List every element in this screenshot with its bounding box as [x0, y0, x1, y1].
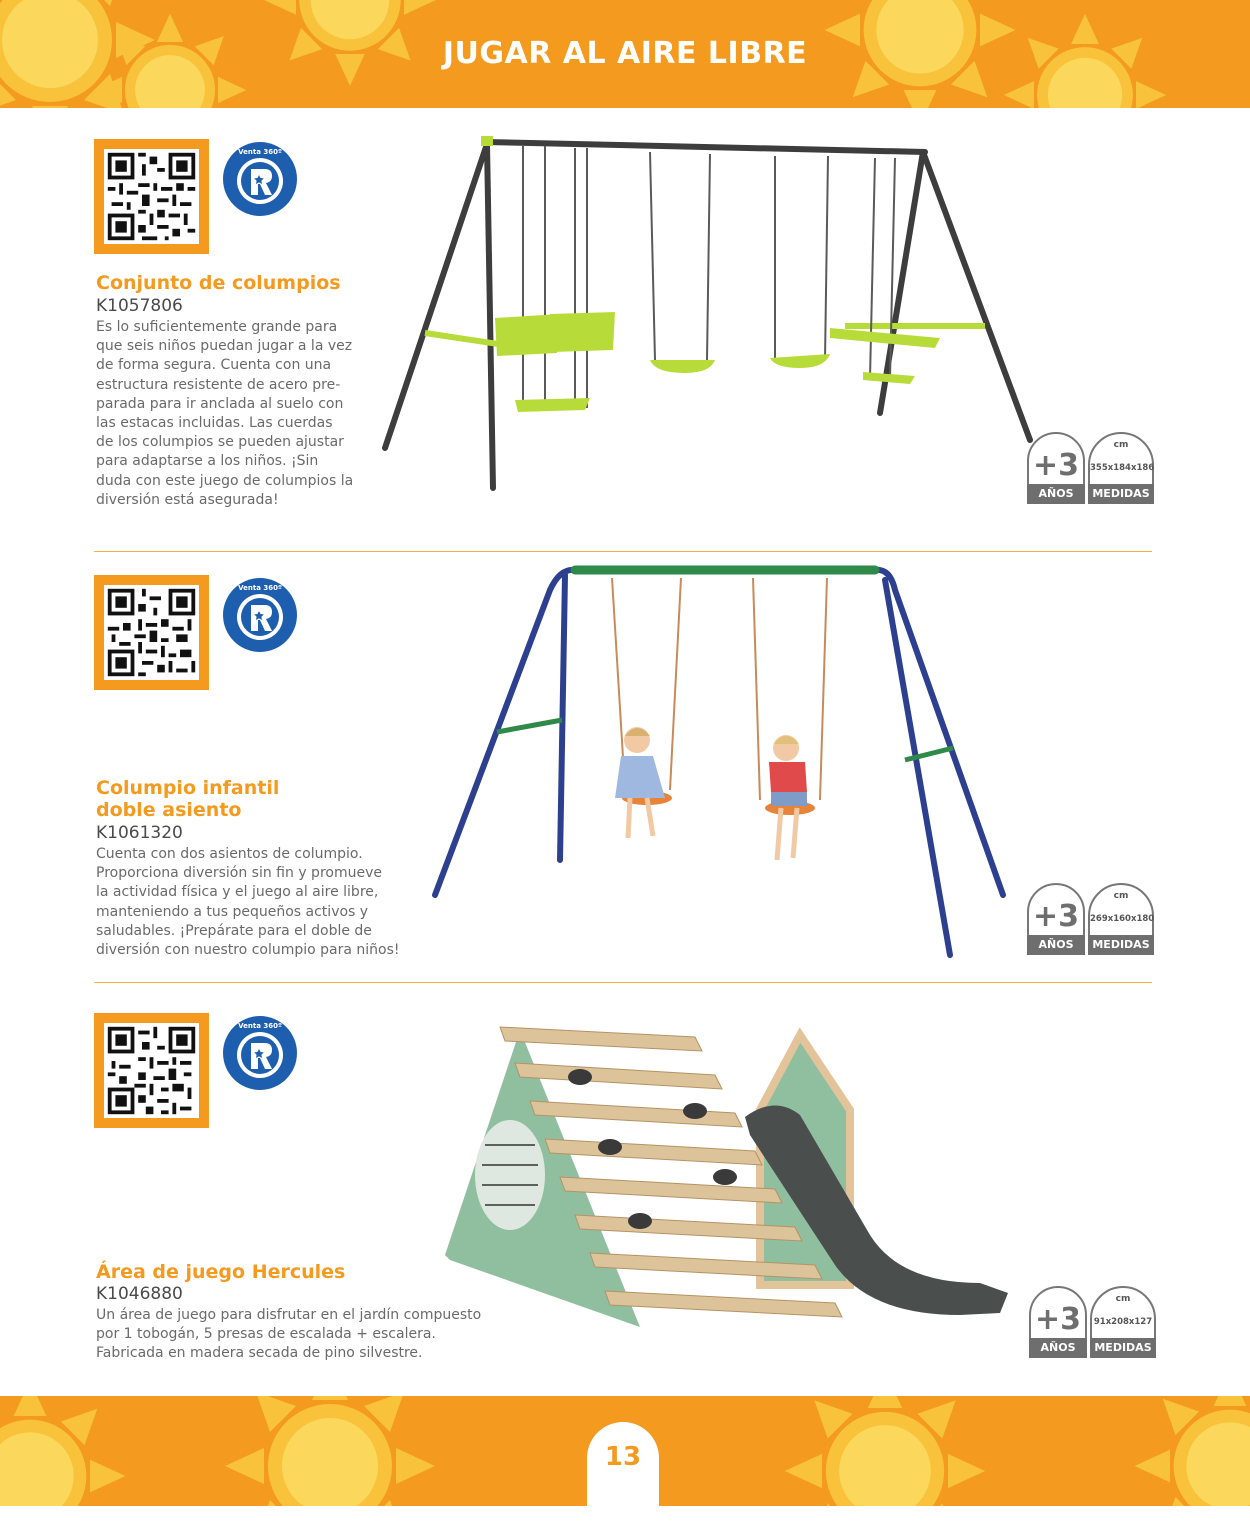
sun-icon: [0, 1396, 130, 1506]
dimensions-value: 91x208x127: [1093, 1317, 1153, 1327]
description-line: manteniendo a tus pequeños activos y: [96, 903, 369, 920]
age-value: +3: [1032, 448, 1079, 483]
product-description: [96, 318, 353, 510]
description-line: parada para ir anclada al suelo con: [96, 395, 344, 412]
qr-code[interactable]: [94, 1013, 209, 1128]
product-title-line: Columpio infantil: [96, 777, 280, 799]
page-title: JUGAR AL AIRE LIBRE: [442, 36, 808, 71]
venta-360-badge-icon: [222, 141, 298, 217]
header-band: [0, 0, 1250, 108]
description-line: de forma segura. Cuenta con una: [96, 357, 332, 374]
age-label: AÑOS: [1029, 1338, 1087, 1358]
product-title: [96, 1261, 345, 1283]
description-line: diversión con nuestro columpio para niños!: [96, 942, 400, 959]
divider: [94, 982, 1152, 983]
description-line: Fabricada en madera secada de pino silvestre.: [96, 1345, 423, 1362]
product-title: [96, 777, 279, 821]
description-line: Cuenta con dos asientos de columpio.: [96, 846, 363, 862]
badge-text: Venta 360º: [238, 148, 282, 156]
dimensions-label: MEDIDAS: [1088, 935, 1154, 955]
swing-set-image: [375, 128, 1045, 498]
badge-text: Venta 360º: [238, 1022, 282, 1030]
product-title-line: doble asiento: [96, 799, 242, 821]
sun-icon: [220, 1396, 440, 1506]
description-line: Proporciona diversión sin fin y promueve: [96, 865, 382, 882]
product-title-line: Área de juego Hercules: [96, 1261, 346, 1283]
description-line: que seis niños puedan jugar a la vez: [96, 338, 353, 355]
description-line: la actividad física y el juego al aire libre,: [96, 884, 379, 901]
venta-360-badge-icon: [222, 577, 298, 653]
description-line: las estacas incluidas. Las cuerdas: [96, 415, 333, 432]
play-area-image: [440, 1015, 1015, 1335]
page-number-tab: [587, 1422, 659, 1532]
dimensions-label: MEDIDAS: [1090, 1338, 1156, 1358]
product-description: [96, 845, 400, 960]
venta-360-badge-icon: [222, 1015, 298, 1091]
description-line: duda con este juego de columpios la: [96, 472, 354, 489]
page-number: 13: [604, 1442, 642, 1472]
product-code: K1057806: [96, 296, 183, 316]
age-value: +3: [1034, 1302, 1081, 1337]
qr-code-icon: [104, 585, 199, 680]
unit-label: cm: [1115, 1294, 1131, 1304]
sun-icon: [780, 1396, 990, 1506]
dimensions-label: MEDIDAS: [1088, 484, 1154, 504]
description-line: de los columpios se pueden ajustar: [96, 434, 344, 451]
age-badge: [1027, 883, 1085, 955]
dimensions-badge: [1088, 432, 1154, 504]
qr-code-icon: [104, 1023, 199, 1118]
product-description: [96, 1306, 481, 1364]
age-badge: [1027, 432, 1085, 504]
description-line: saludables. ¡Prepárate para el doble de: [96, 922, 372, 939]
badge-text: Venta 360º: [238, 584, 282, 592]
age-badge: [1029, 1286, 1087, 1358]
qr-code[interactable]: [94, 575, 209, 690]
age-value: +3: [1032, 899, 1079, 934]
dimensions-badge: [1090, 1286, 1156, 1358]
description-line: para adaptarse a los niños. ¡Sin: [96, 453, 319, 470]
description-line: Un área de juego para disfrutar en el jardín compuesto: [96, 1307, 482, 1323]
product-code: K1046880: [96, 1284, 183, 1304]
description-line: diversión está asegurada!: [96, 491, 279, 508]
qr-code[interactable]: [94, 139, 209, 254]
product-title: [96, 272, 341, 294]
unit-label: cm: [1113, 891, 1129, 901]
age-label: AÑOS: [1027, 484, 1085, 504]
unit-label: cm: [1113, 440, 1129, 450]
description-line: Es lo suficientemente grande para: [96, 319, 338, 335]
dimensions-badge: [1088, 883, 1154, 955]
description-line: por 1 tobogán, 5 presas de escalada + escalera.: [96, 1326, 436, 1343]
qr-code-icon: [104, 149, 199, 244]
dimensions-value: 355x184x186: [1090, 463, 1155, 473]
sun-icon: [1130, 1396, 1250, 1506]
age-label: AÑOS: [1027, 935, 1085, 955]
double-swing-image: [425, 560, 1015, 970]
dimensions-value: 269x160x180: [1090, 914, 1155, 924]
divider: [94, 551, 1152, 552]
product-code: K1061320: [96, 823, 183, 843]
description-line: estructura resistente de acero pre-: [96, 376, 341, 393]
product-title-line: Conjunto de columpios: [96, 272, 341, 294]
